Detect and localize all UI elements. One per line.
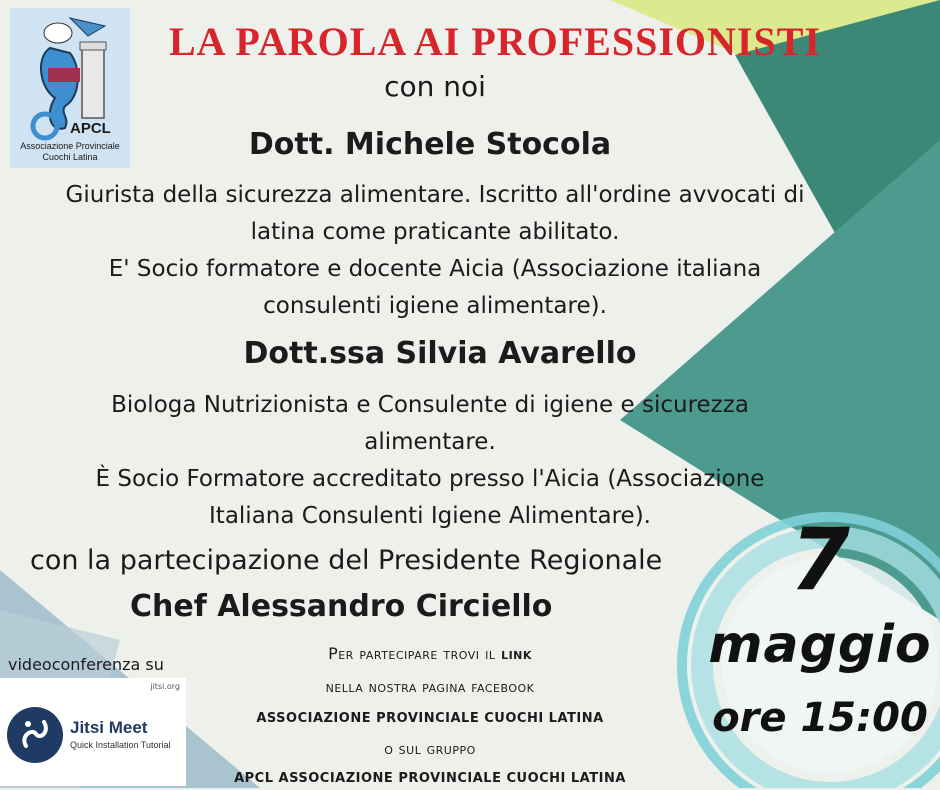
link-line2: nella nostra pagina facebook [325,678,535,696]
link-line1 [200,643,660,676]
speaker1-bio-line: Giurista della sicurezza alimentare. Iscritto all'ordine avvocati di [65,182,805,208]
video-label: videoconferenza su [8,655,164,674]
link-info [200,643,660,790]
logo-line2: Cuochi Latina [42,152,98,162]
date-day: 7 [790,510,850,610]
page-title: LA PAROLA AI PROFESSIONISTI [169,19,821,64]
apcl-logo [10,8,130,168]
link-line3: ASSOCIAZIONE PROVINCIALE CUOCHI LATINA [256,711,604,726]
jitsi-meet-badge[interactable] [0,678,186,786]
speaker2-name: Dott.ssa Silvia Avarello [243,336,637,371]
speaker2-bio-line: Biologa Nutrizionista e Consulente di igiene e sicurezza [111,392,749,418]
speaker2-bio-line: Italiana Consulenti Igiene Alimentare). [209,503,651,529]
speaker1-bio-line: consulenti igiene alimentare). [263,293,607,319]
link-line4: o sul gruppo [384,740,476,758]
event-date [700,510,940,775]
guest-name: Chef Alessandro Circiello [130,589,553,624]
jitsi-tagline: Quick Installation Tutorial [70,740,171,750]
speaker2-bio-line: È Socio Formatore accreditato presso l'Aicia (Associazione [95,466,765,492]
speaker2-bio [60,387,800,535]
guest-intro: con la partecipazione del Presidente Regionale [30,545,663,576]
date-month: maggio [708,615,932,675]
speaker1-bio-line: latina come praticante abilitato. [250,219,620,245]
date-time: ore 15:00 [712,695,928,741]
logo-line1: Associazione Provinciale [20,141,120,151]
speaker1-bio-line: E' Socio formatore e docente Aicia (Associazione italiana [108,256,762,282]
speaker1-name: Dott. Michele Stocola [248,127,612,162]
logo-abbr: APCL [70,120,111,137]
jitsi-site: jitsi.org [150,682,180,691]
link-line5: APCL ASSOCIAZIONE PROVINCIALE CUOCHI LATINA [234,771,626,786]
speaker1-bio [30,177,840,325]
speaker2-bio-line: alimentare. [364,429,496,455]
page-subtitle: con noi [384,70,486,103]
link-word: link [501,644,532,663]
jitsi-brand: Jitsi Meet [70,718,148,737]
jitsi-icon [6,706,64,764]
link-line1-text: Per partecipare trovi il [328,644,502,663]
